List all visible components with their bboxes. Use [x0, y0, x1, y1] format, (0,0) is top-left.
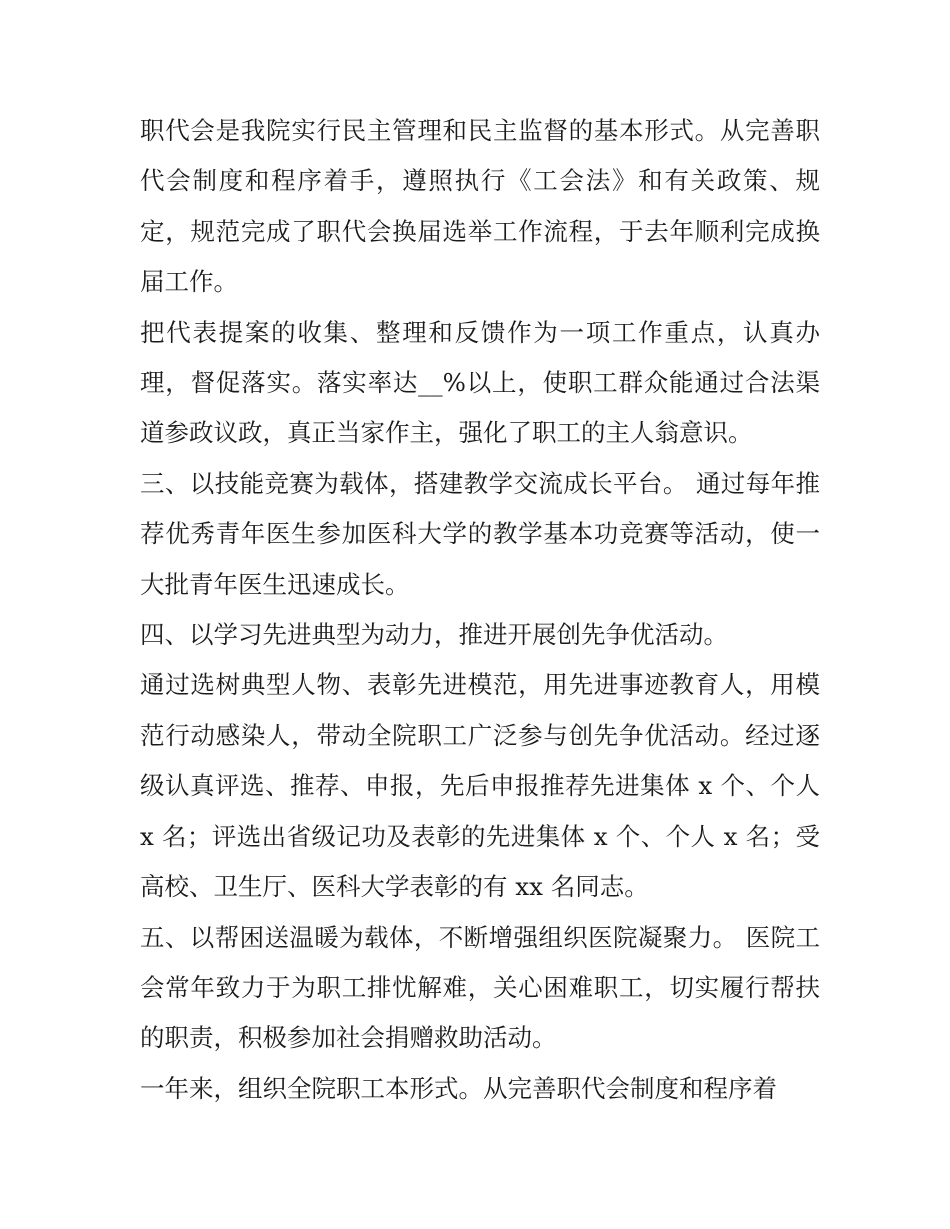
paragraph-1: 职代会是我院实行民主管理和民主监督的基本形式。从完善职代会制度和程序着手，遵照执行《工会法》和有关政策、规定，规范完成了职代会换届选举工作流程，于去年顺利完成换届工作。	[140, 116, 820, 297]
paragraph-6: 五、以帮困送温暖为载体，不断增强组织医院凝聚力。 医院工会常年致力于为职工排忧解难，关心困难职工，切实履行帮扶的职责，积极参加社会捐赠救助活动。	[140, 922, 820, 1053]
paragraph-7: 一年来，组织全院职工本形式。从完善职代会制度和程序着	[140, 1073, 777, 1103]
document-body	[140, 106, 820, 1114]
paragraph-2: 把代表提案的收集、整理和反馈作为一项工作重点，认真办理，督促落实。落实率达__%以上，使职工群众能通过合法渠道参政议政，真正当家作主，强化了职工的主人翁意识。	[140, 317, 820, 448]
paragraph-4: 四、以学习先进典型为动力，推进开展创先争优活动。	[140, 620, 728, 650]
paragraph-3: 三、以技能竞赛为载体，搭建教学交流成长平台。 通过每年推荐优秀青年医生参加医科大学的教学基本功竞赛等活动，使一大批青年医生迅速成长。	[140, 468, 820, 599]
paragraph-5: 通过选树典型人物、表彰先进模范，用先进事迹教育人，用模范行动感染人，带动全院职工广泛参与创先争优活动。经过逐级认真评选、推荐、申报，先后申报推荐先进集体 x 个、个人 x 名；评选出省级记功及表彰的先进集体 x 个、个人 x 名；受高校、卫生厅、医科大学表彰的有 xx 名同志。	[140, 670, 820, 902]
